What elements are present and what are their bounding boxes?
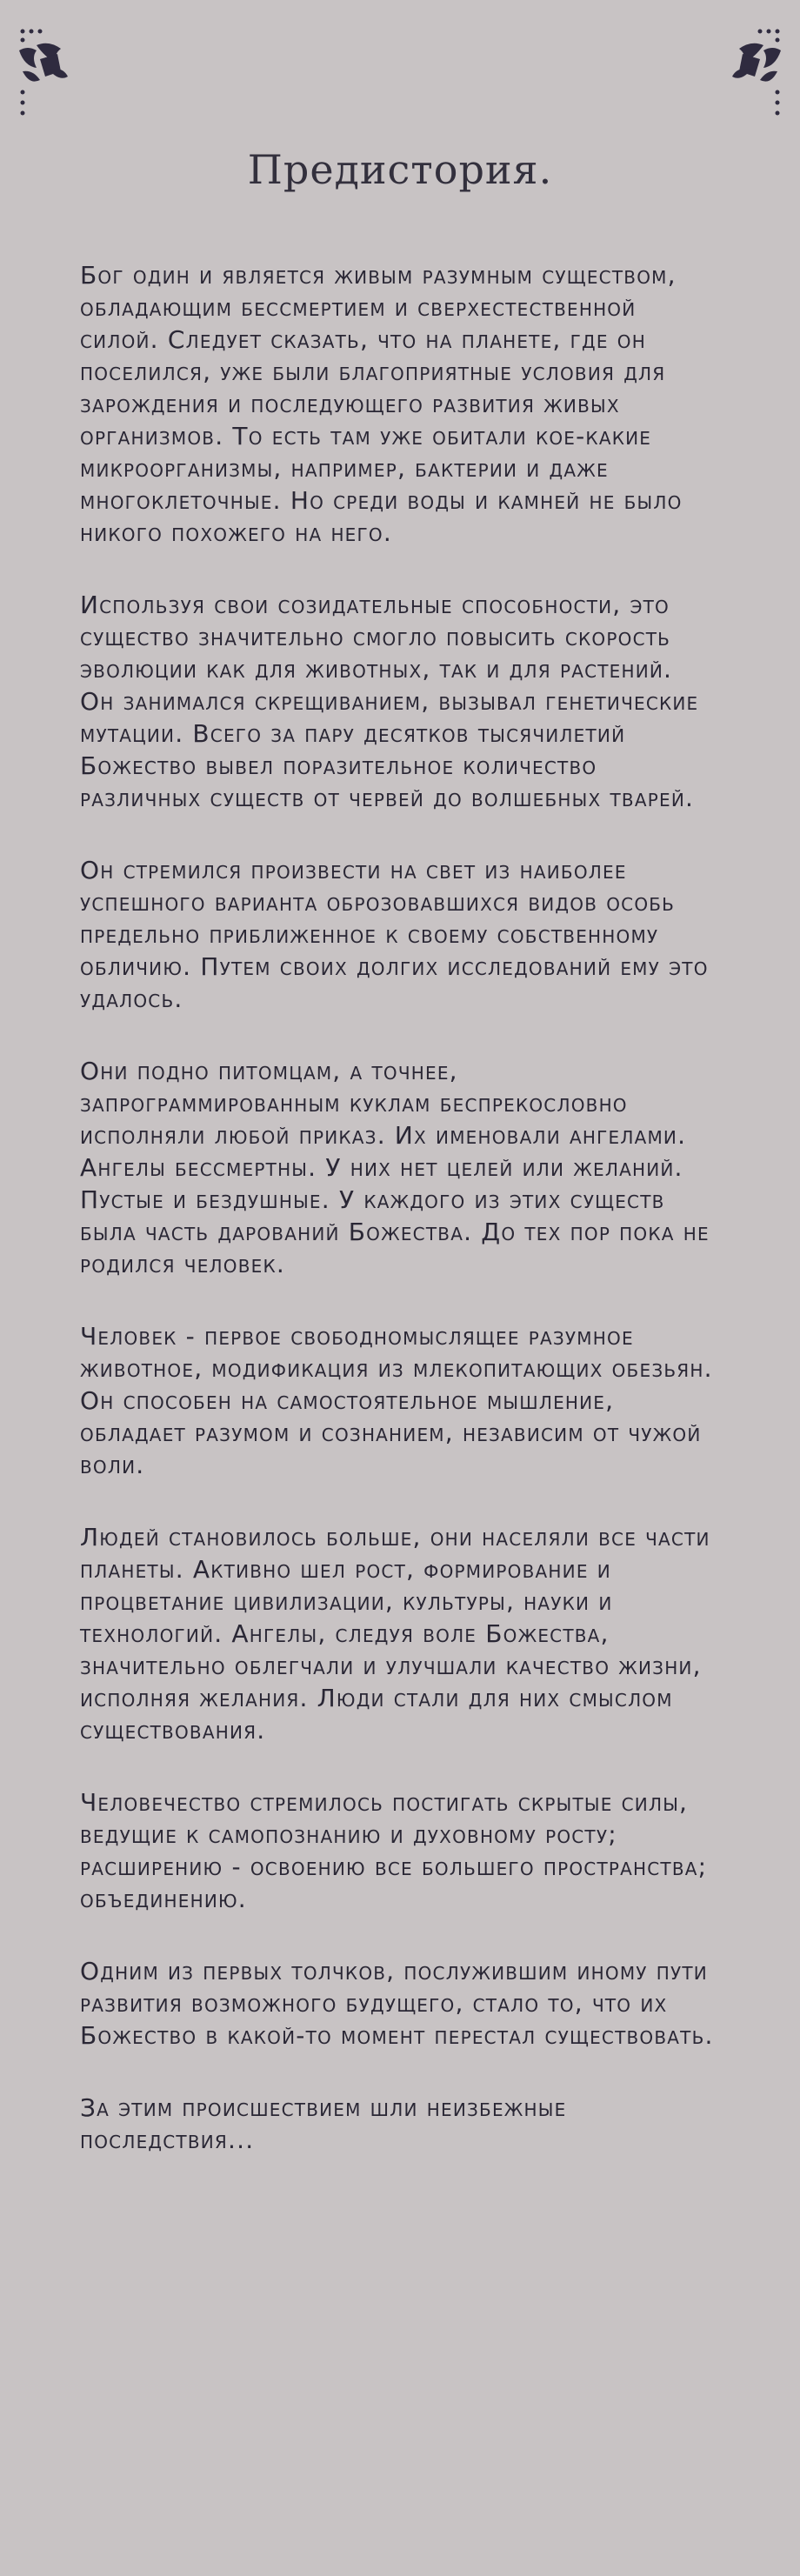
- paragraph: Используя свои созидательные способности, это существо значительно смогло повысить скорость эволюции как для животных, так и для растений. Он занимался скрещиванием, вызывал генетические мутации. Всего за пару десятков тысячилетий Божество вывел поразительное количество различных существ от червей до волшебных тварей.: [80, 591, 699, 812]
- paragraph: Они подно питомцам, а точнее, запрограммированным куклам беспрекословно исполняли любой приказ. Их именовали ангелами. Ангелы бессмертны. У них нет целей или желаний. Пустые и бездушные. У каждого из этих существ была часть дарований Божества. До тех пор пока не родился человек.: [80, 1057, 710, 1278]
- paragraph: За этим происшествием шли неизбежные последствия...: [80, 2093, 567, 2154]
- paragraph: Бог один и является живым разумным существом, обладающим бессмертием и сверхестественной силой. Следует сказать, что на планете, где он поселился, уже были благоприятные условия для зарождения и последующего развития живых организмов. То есть там уже обитали кое-какие микроорганизмы, например, бактерии и даже многоклеточные. Но среди воды и камней не было никого похожего на него.: [80, 261, 683, 547]
- paragraph: Человек - первое свободномыслящее разумное животное, модификация из млекопитающих обезьян. Он способен на самостоятельное мышление, обладает разумом и сознанием, независим от чужой воли.: [80, 1322, 713, 1479]
- paragraph: Людей становилось больше, они населяли все части планеты. Активно шел рост, формирование и процветание цивилизации, культуры, науки и технологий. Ангелы, следуя воле Божества, значительно облегчали и улучшали качество жизни, исполняя желания. Люди стали для них смыслом существования.: [80, 1523, 710, 1745]
- page-title: Предистория.: [247, 146, 553, 193]
- paragraph: Одним из первых толчков, послужившим иному пути развития возможного будущего, стало то, что их Божество в какой-то момент перестал существовать.: [80, 1957, 714, 2050]
- ornament-corner-left-icon: [10, 19, 89, 123]
- paragraph: Он стремился произвести на свет из наиболее успешного варианта оброзовавшихся видов особь предельно приближенное к своему собственному обличию. Путем своих долгих исследований ему это удалось.: [80, 856, 709, 1013]
- paragraph: Человечество стремилось постигать скрытые силы, ведущие к самопознанию и духовному росту; расширению - освоению все большего пространства; объединению.: [80, 1788, 708, 1913]
- story-text: [80, 259, 715, 2196]
- ornament-corner-right-icon: [711, 19, 790, 123]
